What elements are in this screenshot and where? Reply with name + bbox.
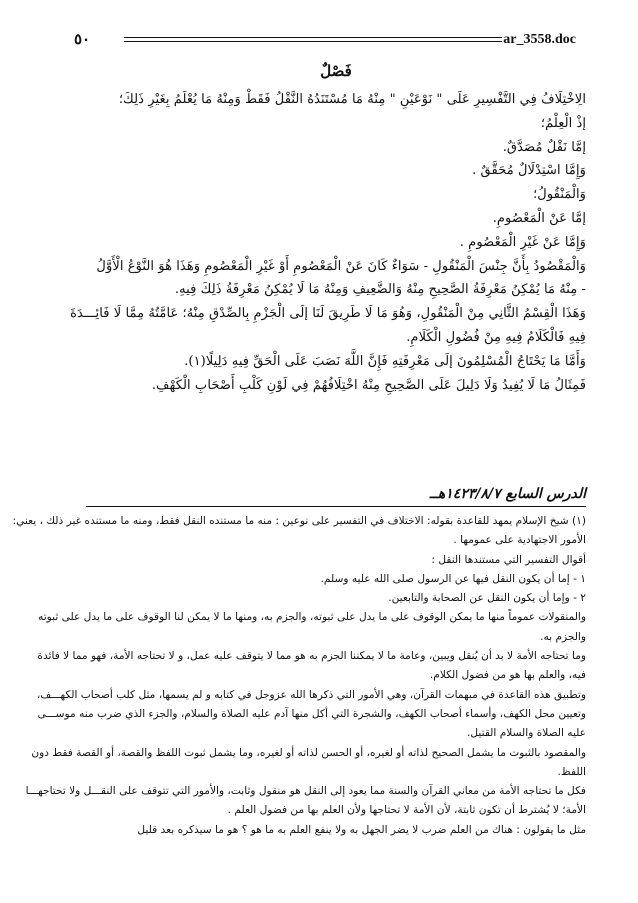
section-title: فَصْلٌ (320, 62, 352, 80)
lesson-heading: الدرس السابع ١٤٢٣/٨/٧هــ (429, 486, 586, 502)
text-line: وَهَذَا الْقِسْمُ الثَّانِي مِنْ الْمَنْقُولِ، وَهُوَ مَا لَا طَرِيقَ لَنَا إلَى الْجَزْمِ بِالصِّدْقِ مِنْهُ؛ عَامَّتُهُ مِمَّا لَا فَائِـــدَةَ (70, 306, 586, 322)
footnote-separator (86, 506, 586, 507)
footnote-line: اللفظ. (557, 765, 586, 778)
footnote-line: (١) شيخ الإسلام يمهد للقاعدة بقوله: الاختلاف في التفسير على نوعين : منه ما مستنده النقل فقط، ومنه ما مستنده غير ذلك ، يعني: (12, 515, 586, 527)
footnote-line: والجزم به. (540, 630, 586, 643)
text-line: وَالْمَنْقُولُ؛ (533, 187, 586, 203)
footnote-line: فيه، والعلم بها هو من فضول الكلام. (429, 669, 586, 682)
text-line: وَأَمَّا مَا يَحْتَاجُ الْمُسْلِمُونَ إلَى مَعْرِفَتِهِ فَإِنَّ اللَّهَ نَصَبَ عَلَى الْحَقِّ فِيهِ دَلِيلًا(١). (184, 353, 586, 369)
footnote-line: والمقصود بالثبوت ما يشمل الصحيح لذاته أو لغيره، أو الحسن لذاته أو لغيره، وما يشمل ثبوت اللفظ والقصة، أو القصة فقط دون (31, 746, 586, 759)
footnote-line: وتعيين محل الكهف، وأسماء أصحاب الكهف، والشجرة التي أكل منها آدم عليه الصلاة والسلام، والجزء الذي ضرب منه موســـى (37, 707, 586, 720)
text-line: إذْ الْعِلْمُ؛ (540, 115, 586, 131)
text-line: وَالْمَقْصُودُ بِأَنَّ جِنْسَ الْمَنْقُولِ - سَوَاءٌ كَانَ عَنْ الْمَعْصُومِ أَوْ غَيْرِ الْمَعْصُومِ وَهَذَا هُوَ النَّوْعُ الْأَوَّلُ (96, 258, 586, 274)
footnote-line: مثل ما يقولون : هناك من العلم ضرب لا يضر الجهل به ولا ينفع العلم به ما هو ؟ هو ما سيذكره بعد قليل (137, 823, 586, 836)
footnote-line: فكل ما تحتاجه الأمة من معاني القرآن والسنة مما يعود إلى النقل هو منقول وثابت، والأمور التي تتوقف على النقـــل ولا تحتاجهـــا (25, 785, 586, 798)
text-line: فَمِثَالُ مَا لَا يُفِيدُ وَلَا دَلِيلَ عَلَى الصَّحِيحِ مِنْهُ اخْتِلَافُهُمْ فِي لَوْنِ كَلْبِ أَصْحَابِ الْكَهْفِ. (151, 377, 586, 393)
main-text (70, 62, 586, 397)
footnote-line: وما تحتاجه الأمة لا بد أن يُنقل ويبين، وعامة ما لا يمكننا الجزم به هو مما لا يتوقف عليه عمل، و لا تحتاجه الأمة، فهو مما لا فائدة (37, 650, 586, 663)
text-line: - مِنْهُ مَا يُمْكِنُ مَعْرِفَةُ الصَّحِيحِ مِنْهُ وَالضَّعِيفِ وَمِنْهُ مَا لَا يُمْكِنُ مَعْرِفَةُ ذَلِكَ فِيهِ. (174, 282, 586, 298)
text-line: إمَّا نَقْلٌ مُصَدَّقٌ. (502, 139, 586, 155)
footnote-line: وتطبيق هذه القاعدة في مبهمات القرآن، وهي الأمور التي ذكرها الله عزوجل في كتابه و لم يسمها، مثل كلب أصحاب الكهـــف، (36, 688, 586, 701)
footnote-line: عليه الصلاة والسلام القتيل. (467, 727, 586, 740)
footnotes (12, 512, 586, 840)
footnote-line: والمنقولات عموماً منها ما يمكن الوقوف على ما يدل على ثبوته، والجزم به، ومنها ما لا يمكن لنا الوقوف على ما يدل على ثبوته (38, 611, 586, 624)
text-line: وَإِمَّا عَنْ غَيْرِ الْمَعْصُومِ . (459, 234, 586, 250)
text-line: الِاخْتِلَافُ فِي التَّفْسِيرِ عَلَى " نَوْعَيْنِ " مِنْهُ مَا مُسْتَنَدُهُ النَّقْلُ فَقَطْ وَمِنْهُ مَا يُعْلَمُ بِغَيْرِ ذَلِكَ؛ (118, 92, 586, 107)
page-number: ٥٠ (74, 30, 91, 48)
text-line: فِيهِ فَالْكَلَامُ فِيهِ مِنْ فُضُولِ الْكَلَامِ. (406, 329, 586, 345)
footnote-line: ٢ - وإما أن يكون النقل عن الصحابة والتابعين. (388, 592, 586, 605)
text-line: وَإِمَّا اسْتِدْلَالٌ مُحَقَّقٌ . (472, 163, 586, 179)
header-rule-top (124, 37, 502, 38)
file-name: ar_3558.doc (503, 32, 576, 47)
page-header (62, 30, 576, 52)
footnote-line: الأمور الاجتهادية على عمومها . (453, 534, 586, 547)
text-line: إمَّا عَنْ الْمَعْصُومِ. (492, 210, 586, 226)
footnote-line: الأمة؛ لا يُشترط أن تكون ثابتة، لأن الأمة لا تحتاجها ولأن العلم بها من فضول العلم . (227, 804, 586, 817)
footnote-line: ١ - إما أن يكون النقل فيها عن الرسول صلى الله عليه وسلم. (320, 572, 586, 585)
header-rule-bottom (124, 41, 502, 42)
footnote-line: أقوال التفسير التي مستندها النقل : (431, 553, 586, 566)
